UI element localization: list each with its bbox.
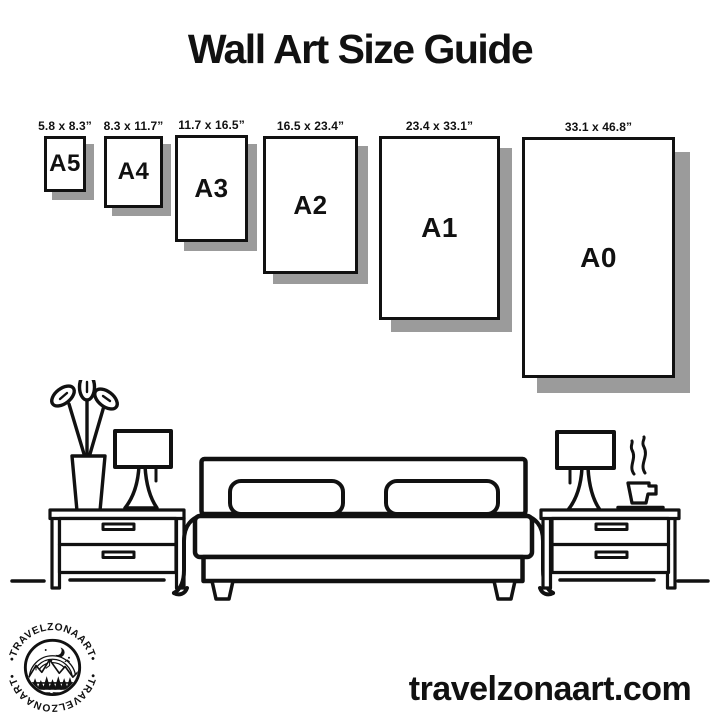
paper-code-label: A4 — [117, 158, 150, 185]
paper-a3 — [175, 135, 248, 242]
paper-code-label: A0 — [580, 241, 617, 273]
paper-dims-a4: 8.3 x 11.7” — [103, 119, 164, 133]
paper-code-label: A1 — [421, 212, 458, 243]
paper-dims-a1: 23.4 x 33.1” — [405, 119, 474, 133]
paper-a0 — [522, 137, 675, 378]
paper-a4 — [104, 136, 163, 208]
nightstand-left-icon — [50, 510, 184, 588]
nightstand-right-icon — [541, 510, 679, 588]
paper-code-label: A5 — [49, 150, 81, 177]
coffee-cup-icon — [618, 437, 663, 508]
table-lamp-left-icon — [115, 431, 171, 508]
double-bed-icon — [174, 459, 553, 599]
paper-dims-a2: 16.5 x 23.4” — [276, 119, 345, 133]
paper-dims-a5: 5.8 x 8.3” — [38, 119, 92, 133]
paper-code-label: A2 — [293, 189, 328, 220]
paper-a2 — [263, 136, 358, 274]
bedroom-illustration — [0, 380, 720, 615]
website-url: travelzonaart.com — [408, 670, 692, 708]
logo-text-top: •TRAVELZONAART• — [6, 621, 99, 663]
brand-logo — [4, 617, 101, 714]
paper-a5 — [44, 136, 86, 192]
paper-code-label: A3 — [194, 173, 229, 203]
paper-dims-a3: 11.7 x 16.5” — [178, 118, 245, 132]
paper-dims-a0: 33.1 x 46.8” — [564, 120, 633, 134]
page-title: Wall Art Size Guide — [187, 26, 533, 72]
paper-a1 — [379, 136, 500, 320]
table-lamp-right-icon — [557, 432, 614, 510]
potted-plant-icon — [48, 380, 121, 511]
logo-text-bottom: •TRAVELZONAART• — [6, 672, 99, 713]
